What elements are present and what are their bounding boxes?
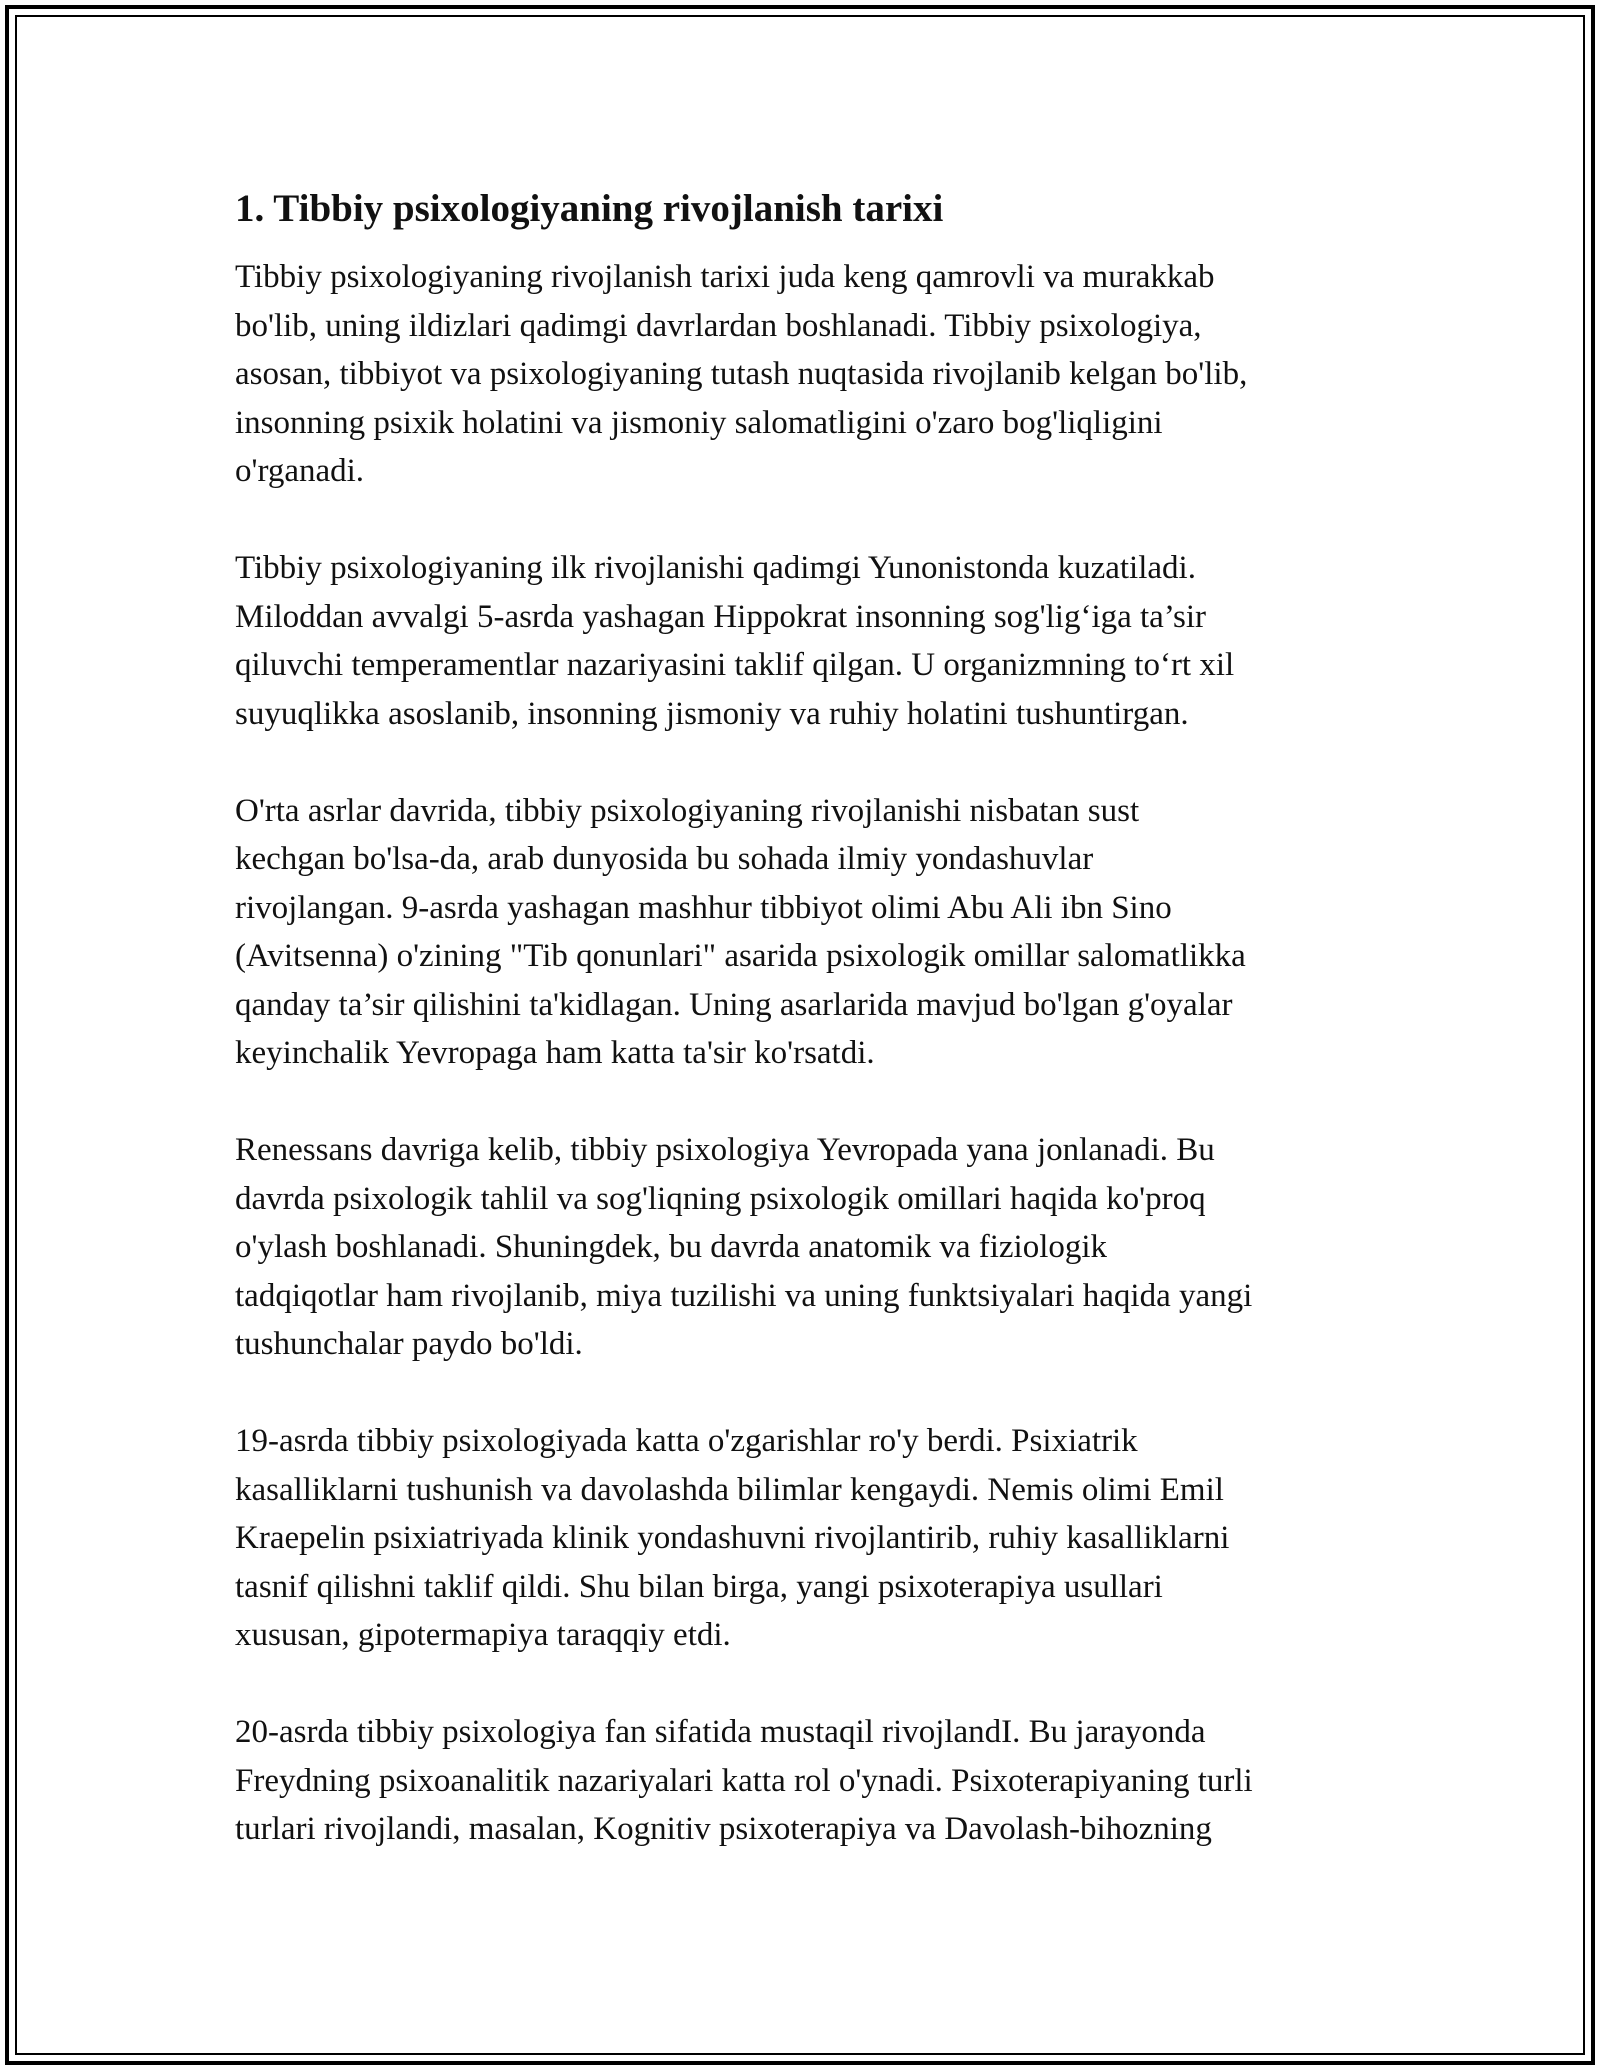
section-heading: 1. Tibbiy psixologiyaning rivojlanish tarixi <box>235 187 944 230</box>
paragraph-2: Tibbiy psixologiyaning ilk rivojlanishi qadimgi Yunonistonda kuzatiladi. Miloddan avvalgi 5-asrda yashagan Hippokrat insonning sog'lig‘iga ta’sir qiluvchi temperamentlar nazariyasini taklif qilgan. U organizmning to‘rt xil suyuqlikka asoslanib, insonning jismoniy va ruhiy holatini tushuntirgan. <box>235 550 1235 732</box>
paragraph-5: 19-asrda tibbiy psixologiyada katta o'zgarishlar ro'y berdi. Psixiatrik kasalliklarni tushunish va davolashda bilimlar kengaydi. Nemis olimi Emil Kraepelin psixiatriyada klinik yondashuvni rivojlantirib, ruhiy kasalliklarni tasnif qilishni taklif qildi. Shu bilan birga, yangi psixoterapiya usullari xususan, gipotermapiya taraqqiy etdi. <box>235 1423 1230 1653</box>
paragraph-1: Tibbiy psixologiyaning rivojlanish tarixi juda keng qamrovli va murakkab bo'lib, uning ildizlari qadimgi davrlardan boshlanadi. Tibbiy psixologiya, asosan, tibbiyot va psixologiyaning tutash nuqtasida rivojlanib kelgan bo'lib, insonning psixik holatini va jismoniy salomatligini o'zaro bog'liqligini o'rganadi. <box>235 259 1248 489</box>
paragraph-3: O'rta asrlar davrida, tibbiy psixologiyaning rivojlanishi nisbatan sust kechgan bo'lsa-da, arab dunyosida bu sohada ilmiy yondashuvlar rivojlangan. 9-asrda yashagan mashhur tibbiyot olimi Abu Ali ibn Sino (Avitsenna) o'zining "Tib qonunlari" asarida psixologik omillar salomatlikka qanday ta’sir qilishini ta'kidlagan. Uning asarlarida mavjud bo'lgan g'oyalar keyinchalik Yevropaga ham katta ta'sir ko'rsatdi. <box>235 792 1246 1071</box>
paragraph-6: 20-asrda tibbiy psixologiya fan sifatida mustaqil rivojlandI. Bu jarayonda Freydning psixoanalitik nazariyalari katta rol o'ynadi. Psixoterapiyaning turli turlari rivojlandi, masalan, Kognitiv psixoterapiya va Davolash-bihozning <box>235 1714 1253 1847</box>
document-body <box>235 185 1385 1902</box>
paragraph-4: Renessans davriga kelib, tibbiy psixologiya Yevropada yana jonlanadi. Bu davrda psixologik tahlil va sog'liqning psixologik omillari haqida ko'proq o'ylash boshlanadi. Shuningdek, bu davrda anatomik va fiziologik tadqiqotlar ham rivojlanib, miya tuzilishi va uning funktsiyalari haqida yangi tushunchalar paydo bo'ldi. <box>235 1132 1253 1362</box>
